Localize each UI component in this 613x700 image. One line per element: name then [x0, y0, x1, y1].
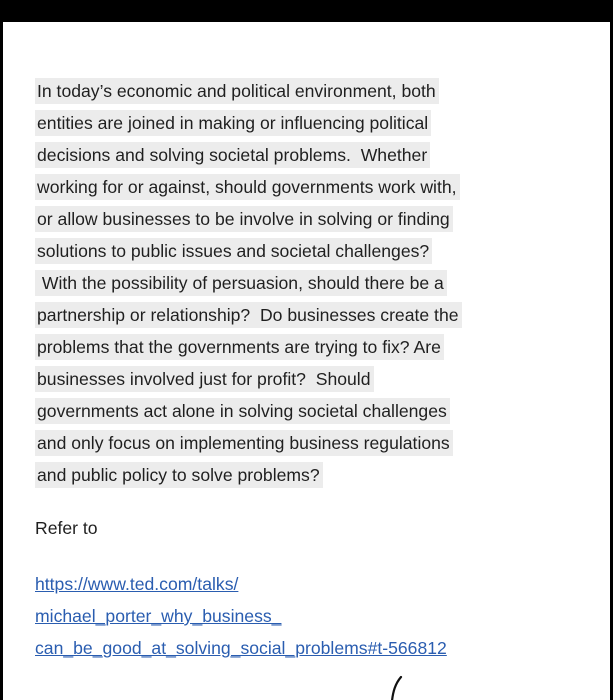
question-paragraph — [35, 75, 555, 491]
paragraph-line: problems that the governments are trying to fix? Are — [35, 331, 555, 363]
document-content — [35, 75, 555, 664]
link-line[interactable]: michael_porter_why_business_ — [35, 606, 282, 626]
paragraph-line: or allow businesses to be involve in solving or finding — [35, 203, 555, 235]
paragraph-line: In today’s economic and political environment, both — [35, 75, 555, 107]
link-line[interactable]: https://www.ted.com/talks/ — [35, 574, 239, 594]
paragraph-line: businesses involved just for profit? Should — [35, 363, 555, 395]
reference-link[interactable] — [35, 568, 555, 664]
paragraph-line: and public policy to solve problems? — [35, 459, 555, 491]
refer-label: Refer to — [35, 518, 98, 538]
paragraph-line: governments act alone in solving societal challenges — [35, 395, 555, 427]
pen-stroke-mark — [389, 672, 403, 700]
paragraph-line: solutions to public issues and societal challenges? — [35, 235, 555, 267]
paragraph-line: and only focus on implementing business regulations — [35, 427, 555, 459]
paragraph-line: partnership or relationship? Do businesses create the — [35, 299, 555, 331]
link-line[interactable]: can_be_good_at_solving_social_problems#t-566812 — [35, 638, 447, 658]
paragraph-line: decisions and solving societal problems. Whether — [35, 139, 555, 171]
paragraph-line: entities are joined in making or influencing political — [35, 107, 555, 139]
paragraph-line: working for or against, should governments work with, — [35, 171, 555, 203]
document-page — [3, 22, 610, 700]
paragraph-line: With the possibility of persuasion, should there be a — [35, 267, 555, 299]
